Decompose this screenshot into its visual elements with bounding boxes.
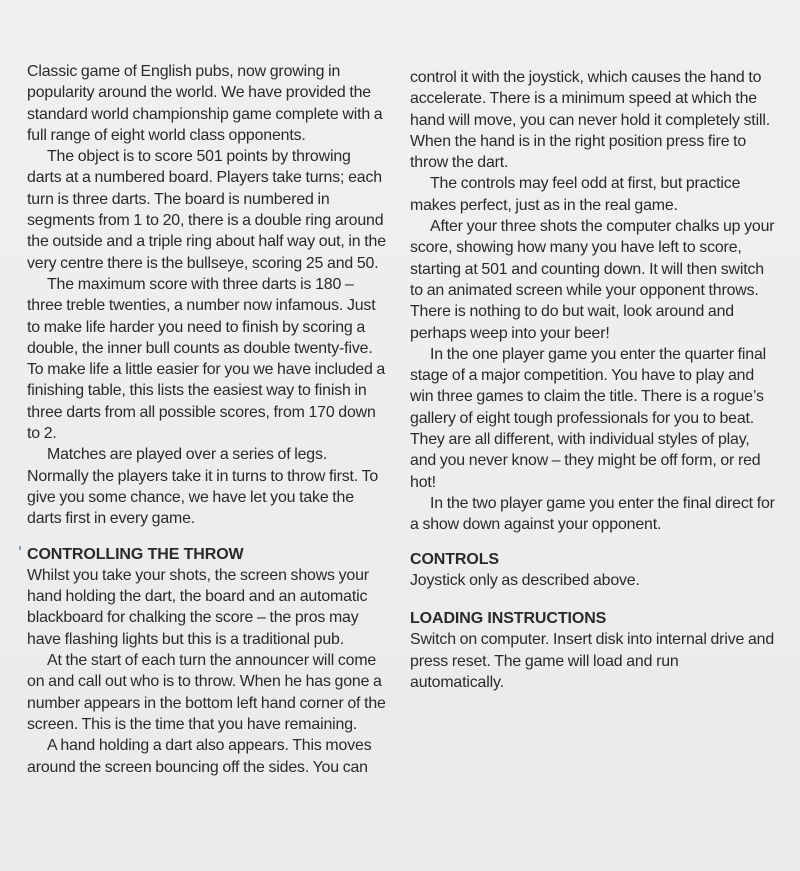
- controls-odd-paragraph: The controls may feel odd at first, but practice makes perfect, just as in the real game.: [410, 175, 741, 214]
- two-player-paragraph: In the two player game you enter the final direct for a show down against your opponent.: [410, 494, 775, 534]
- after-shots-paragraph: After your three shots the computer chalks up your score, showing how many you have left to score, starting at 501 and counting down. It will then switch to an animated screen while your opponent throws. There is nothing to do but wait, look around and perhaps weep into your beer!: [410, 218, 775, 342]
- loading-instructions-text: Switch on computer. Insert disk into internal drive and press reset. The game will load and run automatically.: [410, 631, 775, 692]
- left-column: [27, 61, 389, 778]
- object-paragraph: The object is to score 501 points by throwing darts at a numbered board. Players take turns; each turn is three darts. The board is numbered in segments from 1 to 20, there is a double ring around the outside and a triple ring about half way out, in the very centre there is the bullseye, scoring 25 and 50.: [27, 148, 386, 272]
- ink-mark: [19, 546, 21, 550]
- maximum-score-paragraph: The maximum score with three darts is 180 – three treble twenties, a number now infamous. Just to make life harder you need to finish by scoring a double, the inner bull counts as double twenty-five. To make life a little easier for you we have included a finishing table, this lists the easiest way to finish in three darts from all possible scores, from 170 down to 2.: [27, 275, 386, 443]
- whilst-paragraph: Whilst you take your shots, the screen shows your hand holding the dart, the board and an automatic blackboard for chalking the score – the pros may have flashing lights but this is a traditional pub.: [27, 566, 369, 648]
- controlling-the-throw-heading: CONTROLLING THE THROW: [27, 545, 244, 563]
- loading-instructions-heading: LOADING INSTRUCTIONS: [410, 610, 607, 628]
- controls-text: Joystick only as described above.: [410, 571, 640, 589]
- hand-paragraph: A hand holding a dart also appears. This moves around the screen bouncing off the sides. You can: [27, 737, 372, 776]
- matches-paragraph: Matches are played over a series of legs. Normally the players take it in turns to throw first. To give you some chance, we have let you take the darts first in every game.: [27, 446, 379, 528]
- right-column: [410, 67, 776, 693]
- controls-heading: CONTROLS: [410, 550, 499, 568]
- one-player-paragraph: In the one player game you enter the quarter final stage of a major competition. You have to play and win three games to claim the title. There is a rogue’s gallery of eight tough professionals for you to beat. They are all different, with individual styles of play, and you never know – they might be off form, or red hot!: [410, 345, 767, 491]
- joystick-control-paragraph: control it with the joystick, which causes the hand to accelerate. There is a minimum speed at which the hand will move, you can never hold it completely still. When the hand is in the right position press fire to throw the dart.: [410, 69, 770, 172]
- announcer-paragraph: At the start of each turn the announcer will come on and call out who is to throw. When he has gone a number appears in the bottom left hand corner of the screen. This is the time that you have remaining.: [27, 652, 386, 733]
- intro-paragraph: Classic game of English pubs, now growing in popularity around the world. We have provided the standard world championship game complete with a full range of eight world class opponents.: [27, 63, 383, 144]
